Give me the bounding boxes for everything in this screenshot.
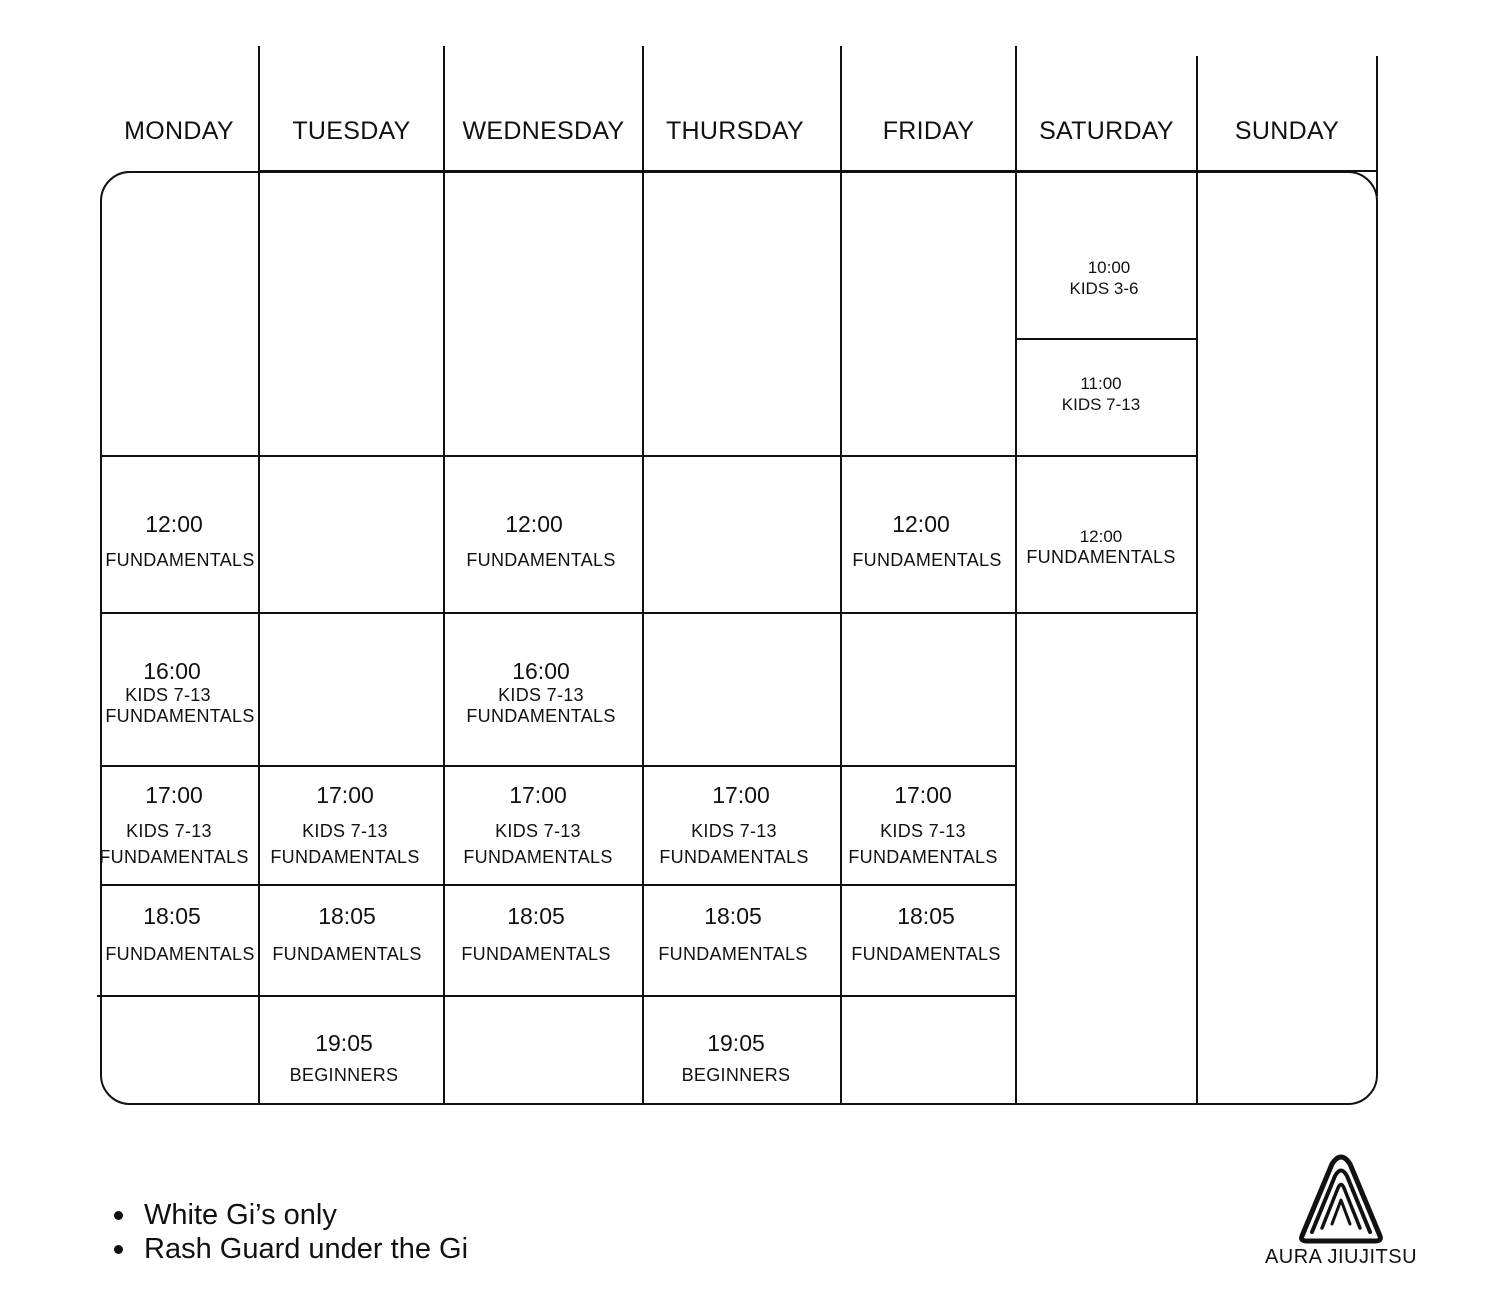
rule-text: Rash Guard under the Gi xyxy=(144,1233,469,1265)
session-label: KIDS 7-13 xyxy=(691,821,777,841)
session-time: 17:00 xyxy=(316,782,374,808)
session-time: 17:00 xyxy=(509,782,567,808)
session-wednesday-1200 xyxy=(445,510,637,571)
rules-list xyxy=(114,1198,468,1266)
day-header-tuesday: TUESDAY xyxy=(292,117,411,145)
bullet-icon xyxy=(114,1211,123,1220)
session-label: BEGINNERS xyxy=(289,1065,399,1085)
column-divider xyxy=(1376,56,1378,196)
day-header-friday: FRIDAY xyxy=(882,117,975,145)
session-time: 12:00 xyxy=(145,511,203,537)
session-label: FUNDAMENTALS xyxy=(105,944,255,964)
rule-item xyxy=(114,1232,468,1266)
session-label: FUNDAMENTALS xyxy=(99,847,249,867)
session-saturday-1100 xyxy=(1030,373,1172,415)
session-label: FUNDAMENTALS xyxy=(272,944,422,964)
session-label: BEGINNERS xyxy=(681,1065,791,1085)
session-time: 17:00 xyxy=(894,782,952,808)
session-label: FUNDAMENTALS xyxy=(659,847,809,867)
session-wednesday-1805 xyxy=(450,902,622,965)
brand-logo xyxy=(1258,1150,1424,1272)
row-divider xyxy=(100,455,1197,457)
day-header-wednesday: WEDNESDAY xyxy=(462,117,625,145)
session-time: 10:00 xyxy=(1087,258,1131,277)
row-divider xyxy=(100,765,1016,767)
session-thursday-1700 xyxy=(646,781,822,868)
session-label: FUNDAMENTALS xyxy=(105,550,255,570)
session-label: FUNDAMENTALS xyxy=(1026,547,1176,567)
row-divider xyxy=(100,612,1197,614)
header-divider xyxy=(258,170,1378,172)
session-time: 18:05 xyxy=(318,903,376,929)
session-friday-1700 xyxy=(842,781,1004,868)
session-label: KIDS 7-13 xyxy=(302,821,388,841)
session-time: 18:05 xyxy=(143,903,201,929)
session-friday-1200 xyxy=(842,510,1012,571)
session-time: 17:00 xyxy=(712,782,770,808)
session-label: KIDS 7-13 xyxy=(498,685,584,705)
session-thursday-1805 xyxy=(646,902,820,965)
session-label: KIDS 7-13 xyxy=(880,821,966,841)
brand-name: AURA JIUJITSU xyxy=(1264,1246,1418,1268)
row-divider xyxy=(1015,338,1197,340)
row-divider xyxy=(100,884,1016,886)
column-divider xyxy=(1196,56,1198,1105)
session-time: 19:05 xyxy=(315,1030,373,1056)
session-time: 17:00 xyxy=(145,782,203,808)
bullet-icon xyxy=(114,1245,123,1254)
session-time: 18:05 xyxy=(507,903,565,929)
session-saturday-1200 xyxy=(1017,526,1185,568)
session-wednesday-1700 xyxy=(450,781,626,868)
session-time: 12:00 xyxy=(1079,527,1123,546)
aura-a-logo-icon xyxy=(1258,1150,1424,1246)
session-saturday-1000 xyxy=(1048,257,1160,299)
session-monday-1805 xyxy=(100,902,260,965)
column-divider xyxy=(1015,46,1017,1105)
day-header-monday: MONDAY xyxy=(124,117,234,145)
session-label: KIDS 3-6 xyxy=(1069,279,1139,298)
session-time: 11:00 xyxy=(1080,374,1122,393)
session-time: 12:00 xyxy=(892,511,950,537)
session-monday-1200 xyxy=(100,510,260,571)
session-wednesday-1600 xyxy=(445,657,637,727)
session-thursday-1905 xyxy=(646,1029,826,1086)
session-tuesday-1805 xyxy=(262,902,432,965)
session-label: FUNDAMENTALS xyxy=(461,944,611,964)
session-monday-1700 xyxy=(96,781,252,868)
column-divider xyxy=(443,46,445,1105)
day-header-sunday: SUNDAY xyxy=(1234,117,1340,145)
rule-text: White Gi’s only xyxy=(144,1199,337,1231)
session-label: FUNDAMENTALS xyxy=(105,706,255,726)
session-friday-1805 xyxy=(842,902,1010,965)
session-time: 12:00 xyxy=(505,511,563,537)
row-divider xyxy=(97,995,1016,997)
column-divider xyxy=(642,46,644,1105)
session-label: FUNDAMENTALS xyxy=(466,706,616,726)
session-label: KIDS 7-13 xyxy=(125,685,211,705)
session-label: FUNDAMENTALS xyxy=(463,847,613,867)
session-label: FUNDAMENTALS xyxy=(466,550,616,570)
session-label: KIDS 7-13 xyxy=(126,821,212,841)
session-label: FUNDAMENTALS xyxy=(658,944,808,964)
session-label: FUNDAMENTALS xyxy=(848,847,998,867)
session-tuesday-1905 xyxy=(262,1029,426,1086)
rule-item xyxy=(114,1198,468,1232)
day-header-saturday: SATURDAY xyxy=(1039,117,1174,145)
session-time: 18:05 xyxy=(704,903,762,929)
session-time: 16:00 xyxy=(512,658,570,684)
session-label: KIDS 7-13 xyxy=(1061,395,1141,414)
session-label: FUNDAMENTALS xyxy=(852,550,1002,570)
day-header-thursday: THURSDAY xyxy=(665,117,805,145)
session-time: 18:05 xyxy=(897,903,955,929)
session-label: KIDS 7-13 xyxy=(495,821,581,841)
session-tuesday-1700 xyxy=(262,781,428,868)
session-time: 16:00 xyxy=(143,658,201,684)
session-label: FUNDAMENTALS xyxy=(270,847,420,867)
session-label: FUNDAMENTALS xyxy=(851,944,1001,964)
session-monday-1600 xyxy=(100,657,260,727)
session-time: 19:05 xyxy=(707,1030,765,1056)
